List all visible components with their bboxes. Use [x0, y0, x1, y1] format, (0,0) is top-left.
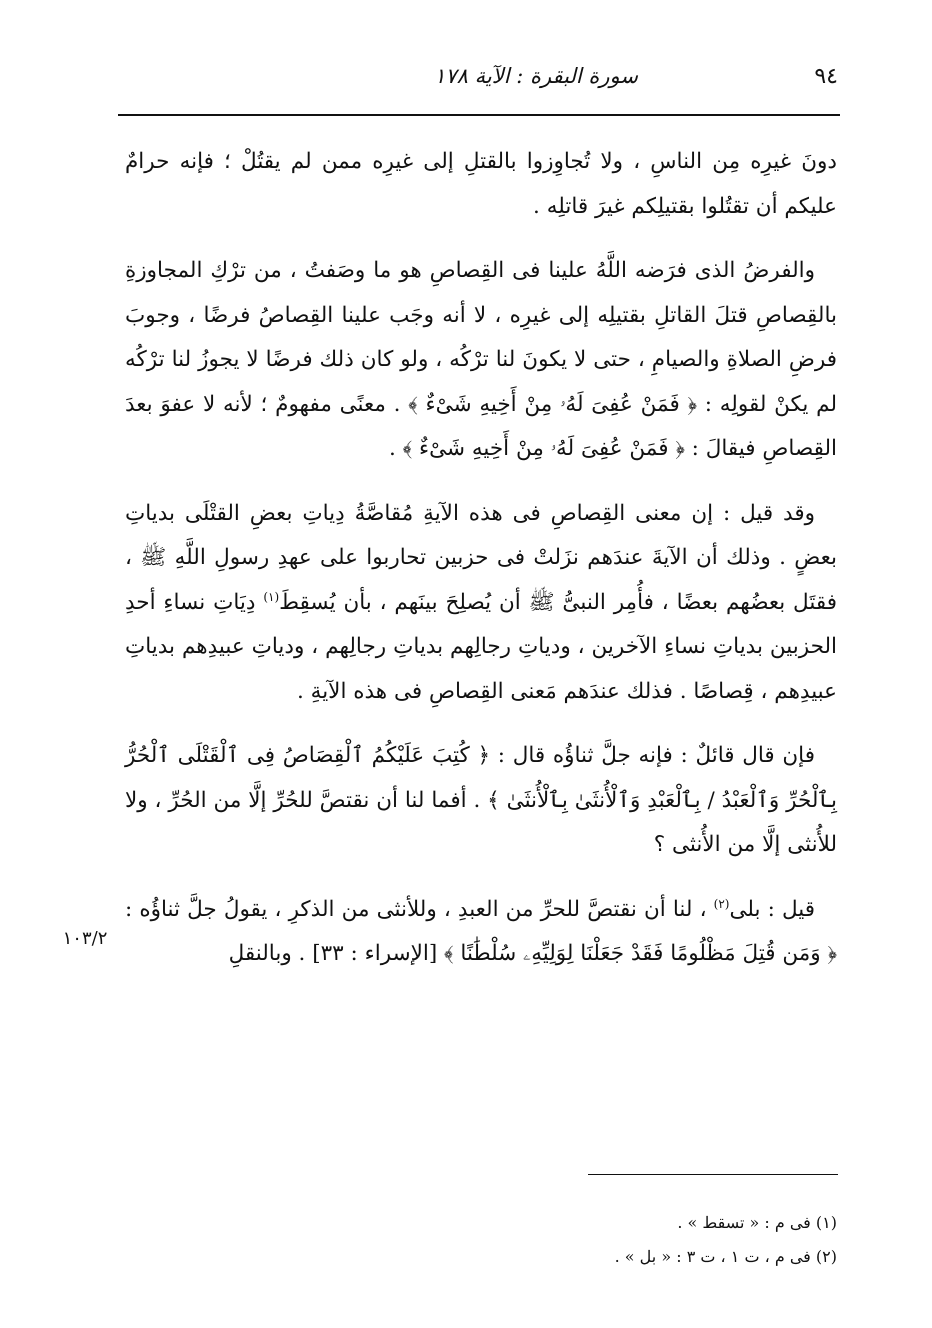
- paragraph-3: [125, 492, 837, 715]
- footnotes: [300, 1206, 837, 1274]
- footnote-marker-2: (٢): [713, 896, 730, 911]
- paragraph-3-part-b: دِيَاتِ نساءِ أحدِ الحزبين بدياتِ نساءِ الآخرين ، ودياتِ رجالِهم بدياتِ رجالِهم ، ودياتِ عبيدِهم بدياتِ عبيدِهم ، قِصاصًا . فذلك عندَهم مَعنى القِصاصِ فى هذه الآيةِ .: [125, 589, 837, 704]
- footnote-2: (٢) فى م ، ت ١ ، ت ٣ : « بل » .: [614, 1247, 837, 1266]
- paragraph-5: [125, 888, 837, 977]
- footnote-rule: [588, 1174, 838, 1175]
- footnote-1: (١) فى م : « تسقط » .: [677, 1213, 837, 1232]
- surah-title: سورة البقرة : الآية ١٧٨: [434, 64, 638, 88]
- paragraph-5-part-b: ، لنا أن نقتصَّ للحرِّ من العبدِ ، وللأنثى من الذكرِ ، يقولُ جلَّ ثناؤُه : ﴿ وَمَن قُتِلَ مَظْلُومًا فَقَدْ جَعَلْنَا لِوَلِيِّهِۦ سُلْطَٰنًا ﴾ [الإسراء : ٣٣] . وبالنقلِ: [125, 896, 837, 966]
- paragraph-3-part-a: وقد قيل : إن معنى القِصاصِ فى هذه الآيةِ مُقاصَّةُ دِياتِ بعضِ القتْلَى بدياتِ بعضٍ . وذلك أن الآيةَ عندَهم نزَلتْ فى حزبين تحاربوا على عهدِ رسولِ اللَّهِ ﷺ ، فقتَل بعضُهم بعضًا ، فأُمِر النبىُّ ﷺ أن يُصلِحَ بينَهم ، بأن يُسقِطَ: [125, 500, 837, 615]
- paragraph-5-part-a: قيل : بلى: [729, 896, 816, 922]
- paragraph-2: والفرضُ الذى فرَضه اللَّهُ علينا فى القِصاصِ هو ما وصَفتُ ، من ترْكِ المجاوزةِ بالقِصاصِ قتلَ القاتلِ بقتيلِه إلى غيرِه ، لا أنه وجَب علينا القِصاصُ فرضًا ، وجوبَ فرضِ الصلاةِ والصيامِ ، حتى لا يكونَ لنا ترْكُه ، ولو كان ذلك فرضًا لا يجوزُ لنا ترْكُه لم يكنْ لقولِه : ﴿ فَمَنْ عُفِىَ لَهُۥ مِنْ أَخِيهِ شَىْءٌ ﴾ . معنًى مفهومٌ ؛ لأنه لا عفوَ بعدَ القِصاصِ فيقالَ : ﴿ فَمَنْ عُفِىَ لَهُۥ مِنْ أَخِيهِ شَىْءٌ ﴾ .: [125, 258, 837, 461]
- margin-page-reference: ١٠٣/٢: [62, 928, 108, 949]
- page-number: ٩٤: [814, 64, 838, 89]
- header-rule: [118, 114, 840, 116]
- paragraph-4: فإن قال قائلٌ : فإنه جلَّ ثناؤُه قال : ﴿ كُتِبَ عَلَيْكُمُ ٱلْقِصَاصُ فِى ٱلْقَتْلَى ٱلْحُرُّ بِٱلْحُرِّ وَٱلْعَبْدُ / بِٱلْعَبْدِ وَٱلْأُنثَىٰ بِٱلْأُنثَىٰ ﴾ . أفما لنا أن نقتصَّ للحُرِّ إلَّا من الحُرِّ ، ولا للأُنثى إلَّا من الأُنثى ؟: [125, 743, 837, 857]
- footnote-marker-1: (١): [263, 589, 280, 604]
- paragraph-1: دونَ غيرِه مِن الناسِ ، ولا تُجاوِزوا بالقتلِ إلى غيرِه ممن لم يقتُلْ ؛ فإنه حرامٌ عليكم أن تقتُلوا بقتيلِكم غيرَ قاتلِه .: [125, 149, 837, 219]
- running-header: [118, 58, 838, 98]
- main-text: [125, 140, 837, 997]
